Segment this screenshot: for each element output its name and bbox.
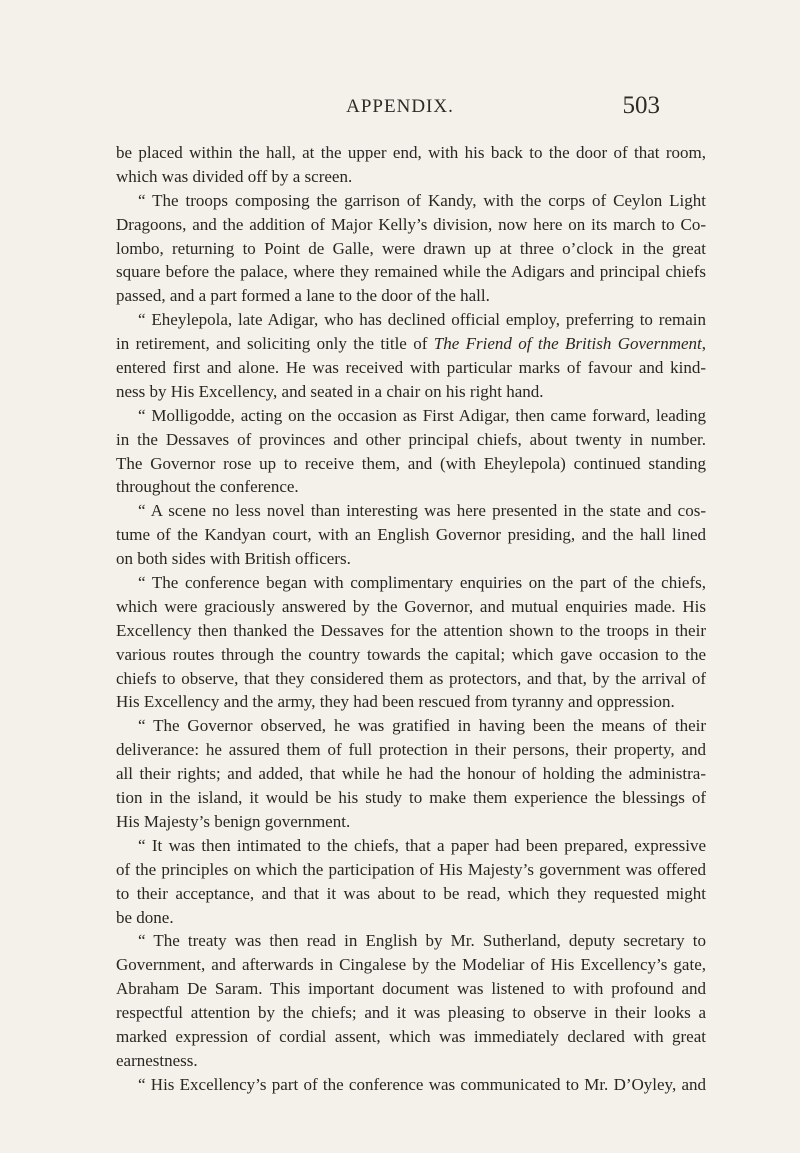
text-line: on both sides with British officers. — [116, 549, 351, 569]
text-line: marked expression of cordial assent, which was immediately declared with great — [116, 1026, 706, 1046]
text-line: chiefs to observe, that they considered them as protectors, and that, by the arrival of — [116, 668, 706, 688]
text-line: various routes through the country towards the capital; which gave occasion to the — [116, 644, 706, 664]
text-line: throughout the conference. — [116, 477, 299, 497]
page-number: 503 — [622, 92, 660, 119]
italic-title: The Friend of the British Government — [433, 334, 702, 354]
text-line: ness by His Excellency, and seated in a chair on his right hand. — [116, 381, 544, 401]
text-line: The Governor rose up to receive them, and (with Eheylepola) continued standing — [116, 453, 706, 473]
running-head — [0, 92, 800, 132]
text-line: earnestness. — [116, 1050, 198, 1070]
text-line: deliverance: he assured them of full protection in their persons, their property, and — [116, 740, 706, 760]
text-line: lombo, returning to Point de Galle, were drawn up at three o’clock in the great — [116, 238, 706, 258]
text-line: Government, and afterwards in Cingalese by the Modeliar of His Excellency’s gate, — [116, 955, 706, 975]
text-line: His Excellency and the army, they had been rescued from tyranny and oppression. — [116, 692, 675, 712]
text-line: “ The Governor observed, he was gratified in having been the means of their — [138, 716, 706, 736]
text-line: Excellency then thanked the Dessaves for the attention shown to the troops in their — [116, 620, 706, 640]
text-line: “ Eheylepola, late Adigar, who has declined official employ, preferring to remain — [138, 310, 706, 330]
text-line: in the Dessaves of provinces and other principal chiefs, about twenty in number. — [116, 429, 706, 449]
text-line: all their rights; and added, that while he had the honour of holding the administra- — [116, 764, 706, 784]
text-line: Abraham De Saram. This important document was listened to with profound and — [116, 979, 706, 999]
text-line: passed, and a part formed a lane to the door of the hall. — [116, 286, 490, 306]
text-line: which was divided off by a screen. — [116, 166, 353, 186]
text-line: “ The troops composing the garrison of Kandy, with the corps of Ceylon Light — [138, 190, 706, 210]
running-title: APPENDIX. — [346, 96, 454, 117]
text-line: “ It was then intimated to the chiefs, that a paper had been prepared, expressive — [138, 835, 706, 855]
text-line: Dragoons, and the addition of Major Kelly’s division, now here on its march to Co- — [116, 214, 706, 234]
text-line: square before the palace, where they remained while the Adigars and principal chiefs — [116, 262, 706, 282]
text-line: be placed within the hall, at the upper end, with his back to the door of that room, — [116, 143, 706, 162]
body-text — [116, 141, 706, 1097]
text-line: to their acceptance, and that it was about to be read, which they requested might — [116, 883, 706, 903]
text-line: “ A scene no less novel than interesting was here presented in the state and cos- — [138, 501, 706, 521]
text-line: entered first and alone. He was received with particular marks of favour and kind- — [116, 358, 706, 378]
text-line: “ Molligodde, acting on the occasion as First Adigar, then came forward, leading — [138, 405, 706, 425]
text-line: be done. — [116, 907, 174, 927]
text-line: of the principles on which the participation of His Majesty’s government was offered — [116, 859, 706, 879]
text-line: which were graciously answered by the Governor, and mutual enquiries made. His — [116, 596, 706, 616]
text-line: His Majesty’s benign government. — [116, 811, 351, 831]
text-line: “ The treaty was then read in English by Mr. Sutherland, deputy secretary to — [138, 931, 706, 951]
text-line: respectful attention by the chiefs; and it was pleasing to observe in their looks a — [116, 1003, 706, 1023]
text-line: “ His Excellency’s part of the conference was communicated to Mr. D’Oyley, and — [138, 1074, 706, 1094]
text-line: tume of the Kandyan court, with an English Governor presiding, and the hall lined — [116, 525, 706, 545]
text-line: “ The conference began with complimentary enquiries on the part of the chiefs, — [138, 573, 706, 593]
text-line: in retirement, and soliciting only the title of The Friend of the British Government, — [116, 334, 706, 354]
text-line: tion in the island, it would be his study to make them experience the blessings of — [116, 788, 706, 808]
